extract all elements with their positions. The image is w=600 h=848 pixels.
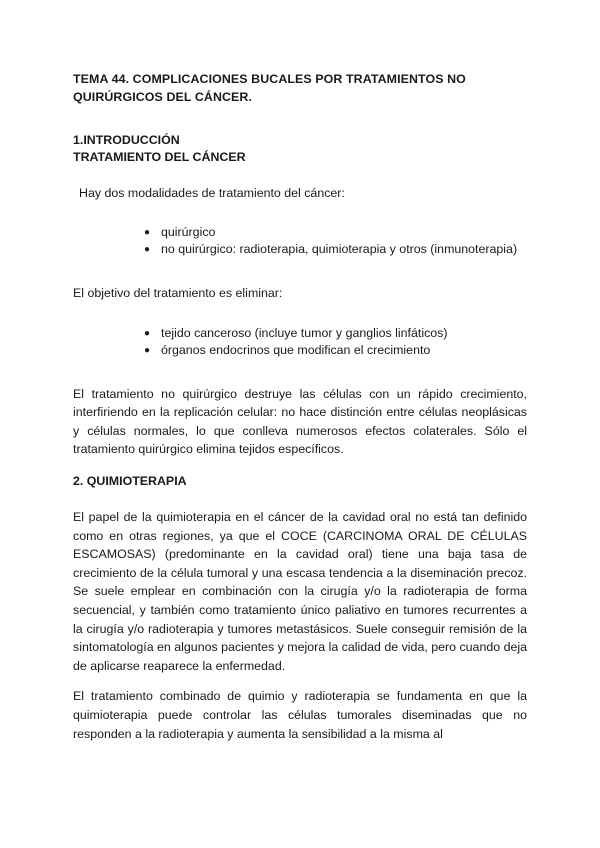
bullet-icon: ●: [144, 327, 151, 339]
list-item: ● órganos endocrinos que modifican el crecimiento: [144, 342, 431, 357]
objetivo-text: El objetivo del tratamiento es eliminar:: [73, 286, 283, 300]
bullet-icon: ●: [144, 227, 151, 238]
bullet-icon: ●: [144, 244, 151, 255]
document-title: [73, 70, 527, 106]
list-item: ● no quirúrgico: radioterapia, quimioterapia y otros (inmunoterapia): [144, 242, 518, 256]
modalidades-list: [73, 224, 527, 258]
section-heading-introduccion: 1.INTRODUCCIÓN: [73, 133, 180, 147]
list-item: ● tejido canceroso (incluye tumor y ganglios linfáticos): [144, 325, 448, 340]
list-item: ● quirúrgico: [144, 225, 216, 239]
quimioterapia-paragraph-2: El tratamiento combinado de quimio y radioterapia se fundamenta en que la quimioterapia puede controlar las células tumorales diseminadas que no responden a la radioterapia y aumenta la sensibilidad a la misma al: [73, 689, 527, 741]
tratamiento-paragraph: El tratamiento no quirúrgico destruye las células con un rápido crecimiento, interfiriendo en la replicación celular: no hace distinción entre células neoplásicas y células normales, lo que conlleva numerosos efectos colaterales. Sólo el tratamiento quirúrgico elimina tejidos específicos.: [73, 386, 527, 457]
section-heading-quimioterapia: 2. QUIMIOTERAPIA: [73, 473, 187, 488]
bullet-icon: ●: [144, 344, 151, 356]
quimioterapia-paragraph-1: El papel de la quimioterapia en el cáncer de la cavidad oral no está tan definido como en otras regiones, ya que el COCE (CARCINOMA ORAL DE CÉLULAS ESCAMOSAS) (predominante en la cavidad oral) tiene una baja tasa de crecimiento de la célula tumoral y una escasa tendencia a la diseminación precoz. Se suele emplear en combinación con la cirugía y/o la radioterapia de forma secuencial, y también como tratamiento único paliativo en tumores recurrentes a la cirugía y/o radioterapia y tumores metastásicos. Suele conseguir remisión de la sintomatología en algunos pacientes y mejora la calidad de vida, pero cuando deja de aplicarse reaparece la enfermedad.: [73, 509, 527, 673]
title-line-1: TEMA 44. COMPLICACIONES BUCALES POR TRATAMIENTOS NO: [73, 72, 466, 86]
eliminar-list: [73, 325, 527, 359]
title-line-2: QUIRÚRGICOS DEL CÁNCER.: [73, 90, 252, 104]
intro-text: Hay dos modalidades de tratamiento del cáncer:: [79, 186, 345, 200]
subheading-tratamiento: TRATAMIENTO DEL CÁNCER: [73, 150, 246, 164]
